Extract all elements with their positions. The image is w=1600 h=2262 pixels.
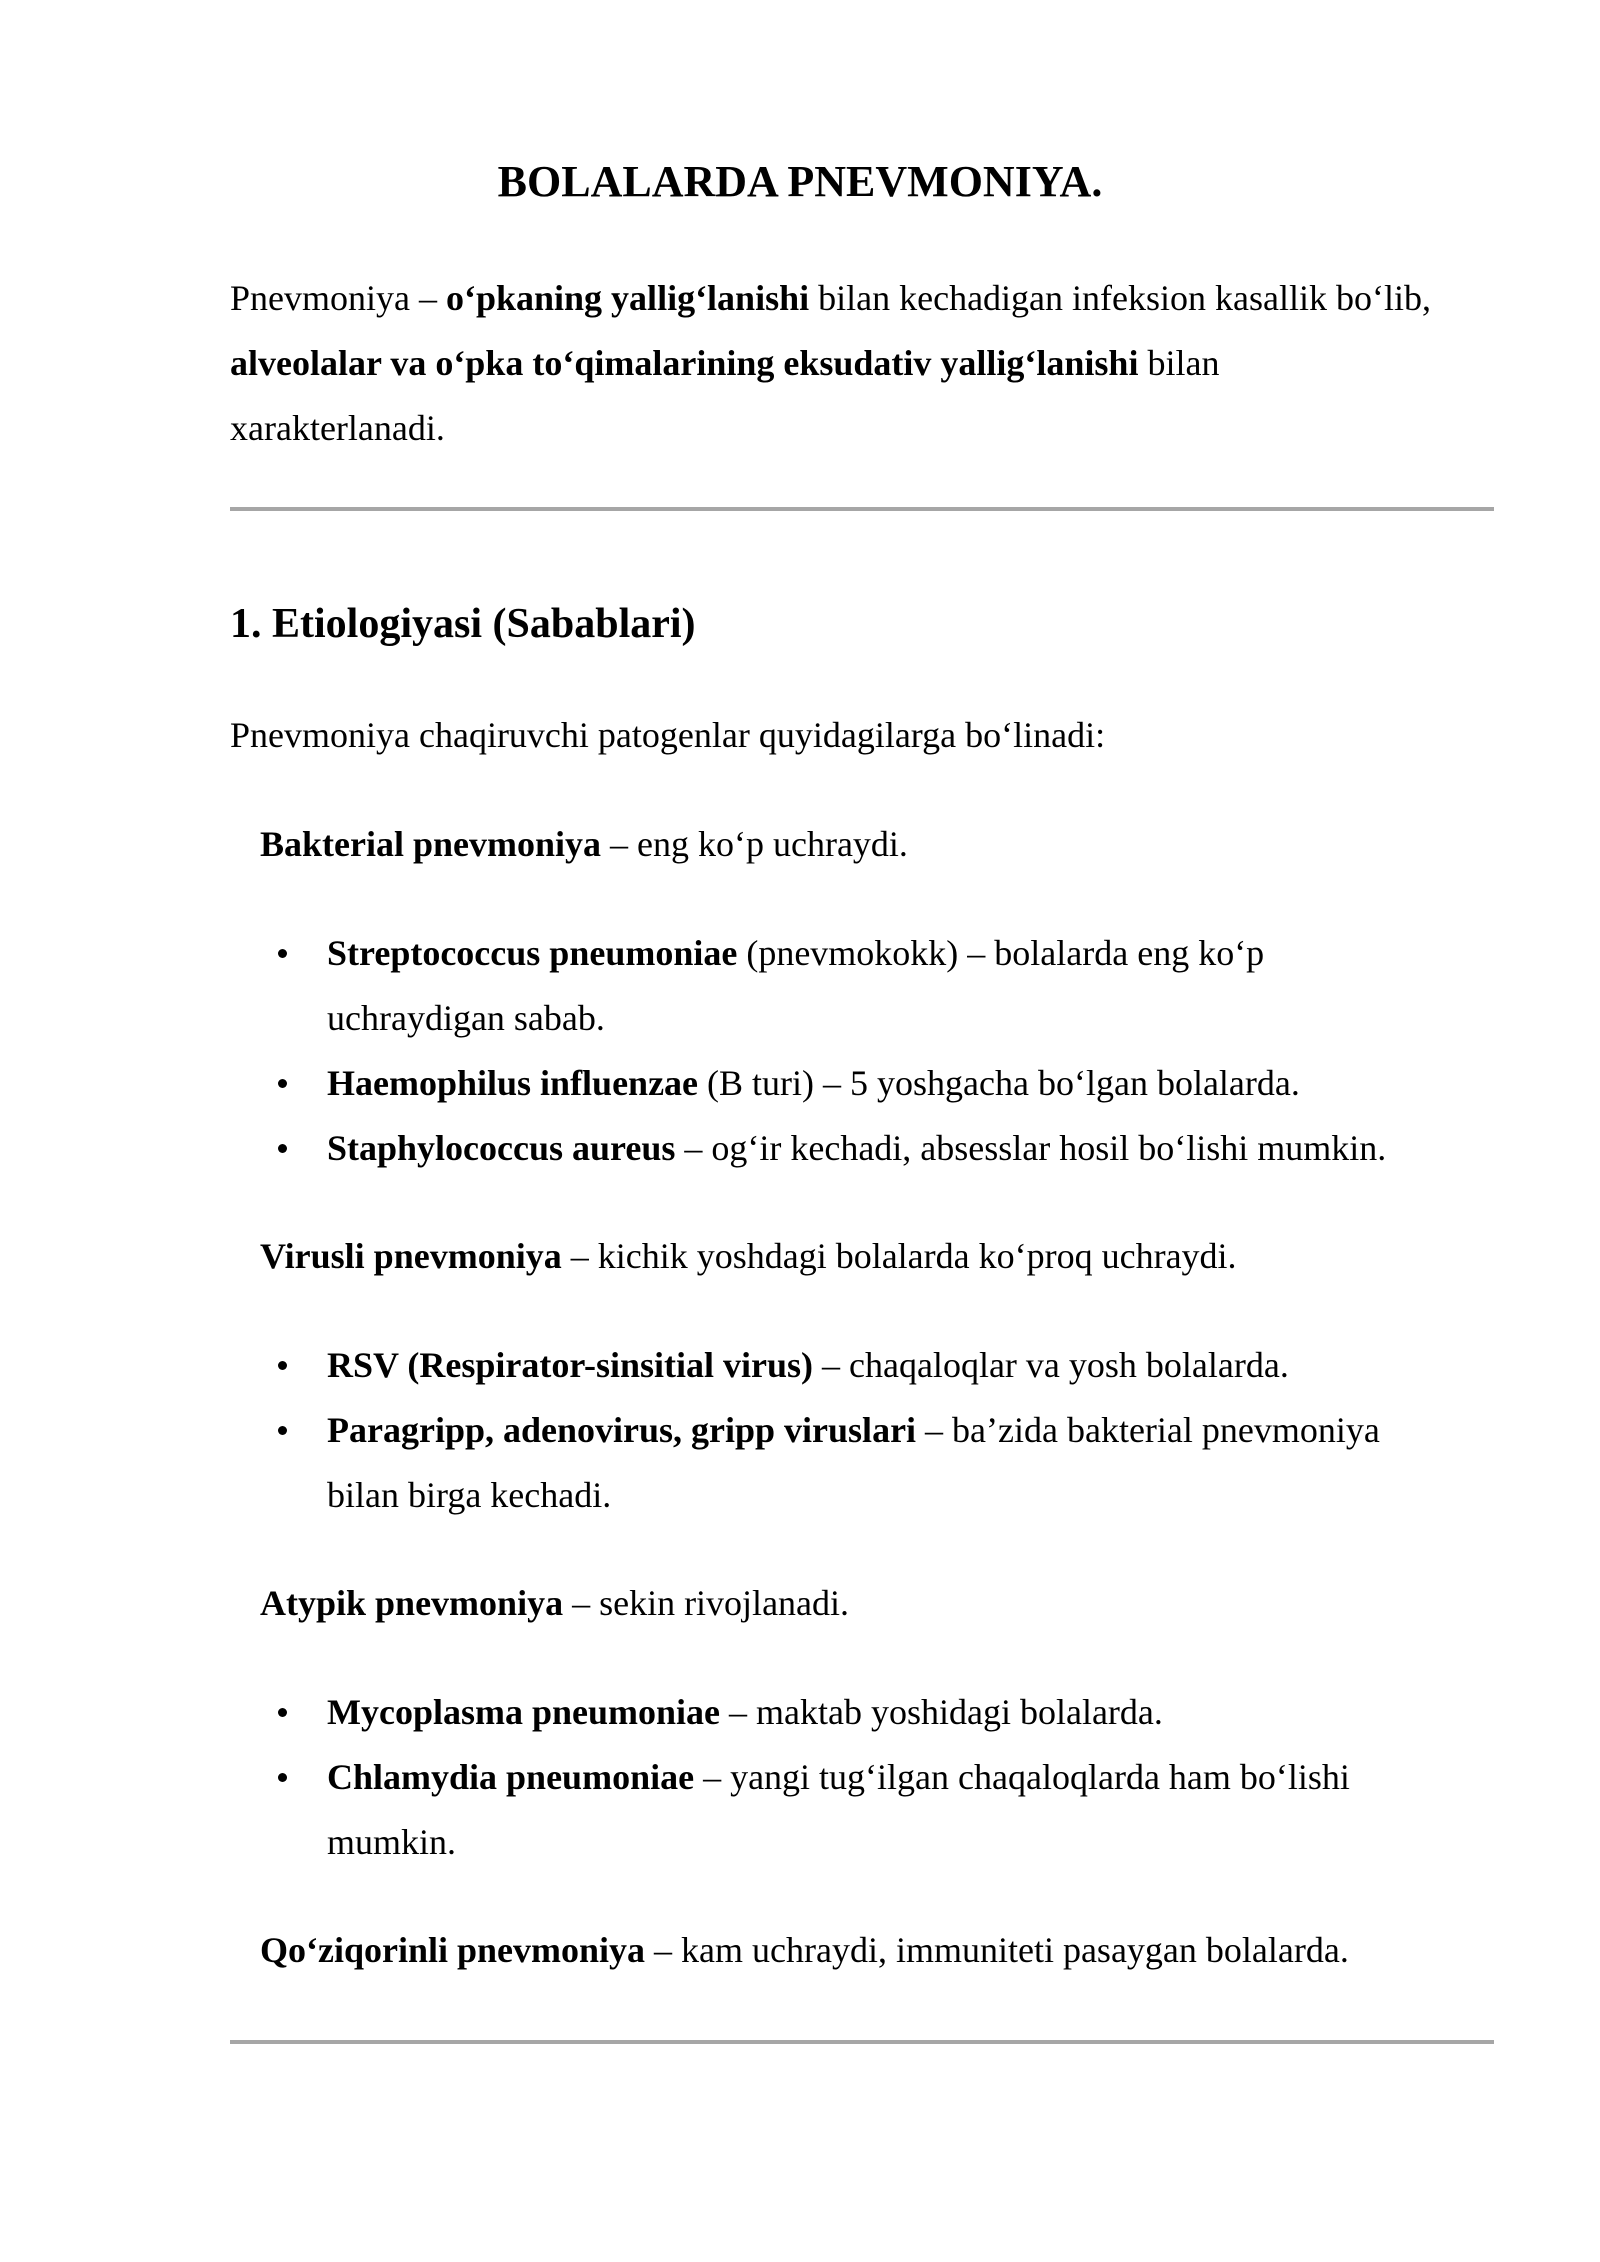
pathogen-name: Mycoplasma pneumoniae — [327, 1692, 721, 1732]
horizontal-rule — [230, 2040, 1494, 2044]
intro-paragraph — [230, 266, 1510, 461]
bacterial-list — [230, 921, 1510, 1181]
bullet-icon — [278, 1708, 287, 1717]
intro-text: bilan — [1138, 343, 1220, 383]
category-desc: – kam uchraydi, immuniteti pasaygan bolalarda. — [645, 1930, 1349, 1970]
list-item — [230, 1680, 1510, 1745]
list-item — [230, 1745, 1510, 1875]
intro-text: xarakterlanadi. — [230, 408, 445, 448]
list-item — [230, 1051, 1510, 1116]
document-title: BOLALARDA PNEVMONIYA. — [497, 157, 1103, 206]
category-desc: – sekin rivojlanadi. — [563, 1583, 850, 1623]
category-name: Atypik pnevmoniya — [260, 1583, 564, 1623]
atypical-list — [230, 1680, 1510, 1875]
list-item — [230, 921, 1510, 1051]
pathogen-desc: (B turi) – 5 yoshgacha bo‘lgan bolalarda. — [698, 1063, 1300, 1103]
pathogen-desc: – og‘ir kechadi, absesslar hosil bo‘lishi mumkin. — [675, 1128, 1387, 1168]
category-fungal — [230, 1918, 1510, 1983]
category-desc: – eng ko‘p uchraydi. — [601, 824, 908, 864]
pathogen-name: Streptococcus pneumoniae — [327, 933, 738, 973]
pathogen-desc: – ba’zida bakterial pnevmoniya — [916, 1410, 1380, 1450]
pathogen-desc: – yangi tug‘ilgan chaqaloqlarda ham bo‘lishi — [694, 1757, 1350, 1797]
intro-text: Pnevmoniya – — [230, 278, 446, 318]
category-name: Qo‘ziqorinli pnevmoniya — [260, 1930, 646, 1970]
section-lead: Pnevmoniya chaqiruvchi patogenlar quyidagilarga bo‘linadi: — [230, 715, 1106, 755]
category-desc: – kichik yoshdagi bolalarda ko‘proq uchraydi. — [561, 1236, 1237, 1276]
intro-bold-term: alveolalar va o‘pka to‘qimalarining eksudativ yallig‘lanishi — [230, 343, 1139, 383]
bullet-icon — [278, 1079, 287, 1088]
category-bacterial — [230, 812, 1510, 877]
bullet-icon — [278, 1426, 287, 1435]
pathogen-name: Staphylococcus aureus — [327, 1128, 676, 1168]
section-heading: 1. Etiologiyasi (Sabablari) — [230, 601, 696, 647]
bullet-icon — [278, 1773, 287, 1782]
pathogen-desc: – chaqaloqlar va yosh bolalarda. — [813, 1345, 1289, 1385]
list-item — [230, 1333, 1510, 1398]
intro-text: bilan kechadigan infeksion kasallik bo‘lib, — [809, 278, 1431, 318]
category-viral — [230, 1224, 1510, 1289]
intro-bold-term: o‘pkaning yallig‘lanishi — [445, 278, 810, 318]
pathogen-desc: (pnevmokokk) – bolalarda eng ko‘p — [737, 933, 1265, 973]
bullet-icon — [278, 1361, 287, 1370]
pathogen-desc: uchraydigan sabab. — [327, 998, 605, 1038]
category-atypical — [230, 1571, 1510, 1636]
bullet-icon — [278, 1144, 287, 1153]
category-name: Virusli pnevmoniya — [260, 1236, 562, 1276]
bullet-icon — [278, 949, 287, 958]
pathogen-desc: mumkin. — [327, 1822, 457, 1862]
list-item — [230, 1116, 1510, 1181]
pathogen-name: RSV (Respirator-sinsitial virus) — [327, 1345, 813, 1385]
pathogen-desc: – maktab yoshidagi bolalarda. — [720, 1692, 1163, 1732]
category-name: Bakterial pnevmoniya — [260, 824, 602, 864]
list-item — [230, 1398, 1510, 1528]
viral-list — [230, 1333, 1510, 1528]
horizontal-rule — [230, 507, 1494, 511]
pathogen-desc: bilan birga kechadi. — [327, 1475, 612, 1515]
pathogen-name: Haemophilus influenzae — [327, 1063, 699, 1103]
pathogen-name: Paragripp, adenovirus, gripp viruslari — [327, 1410, 917, 1450]
pathogen-name: Chlamydia pneumoniae — [327, 1757, 695, 1797]
